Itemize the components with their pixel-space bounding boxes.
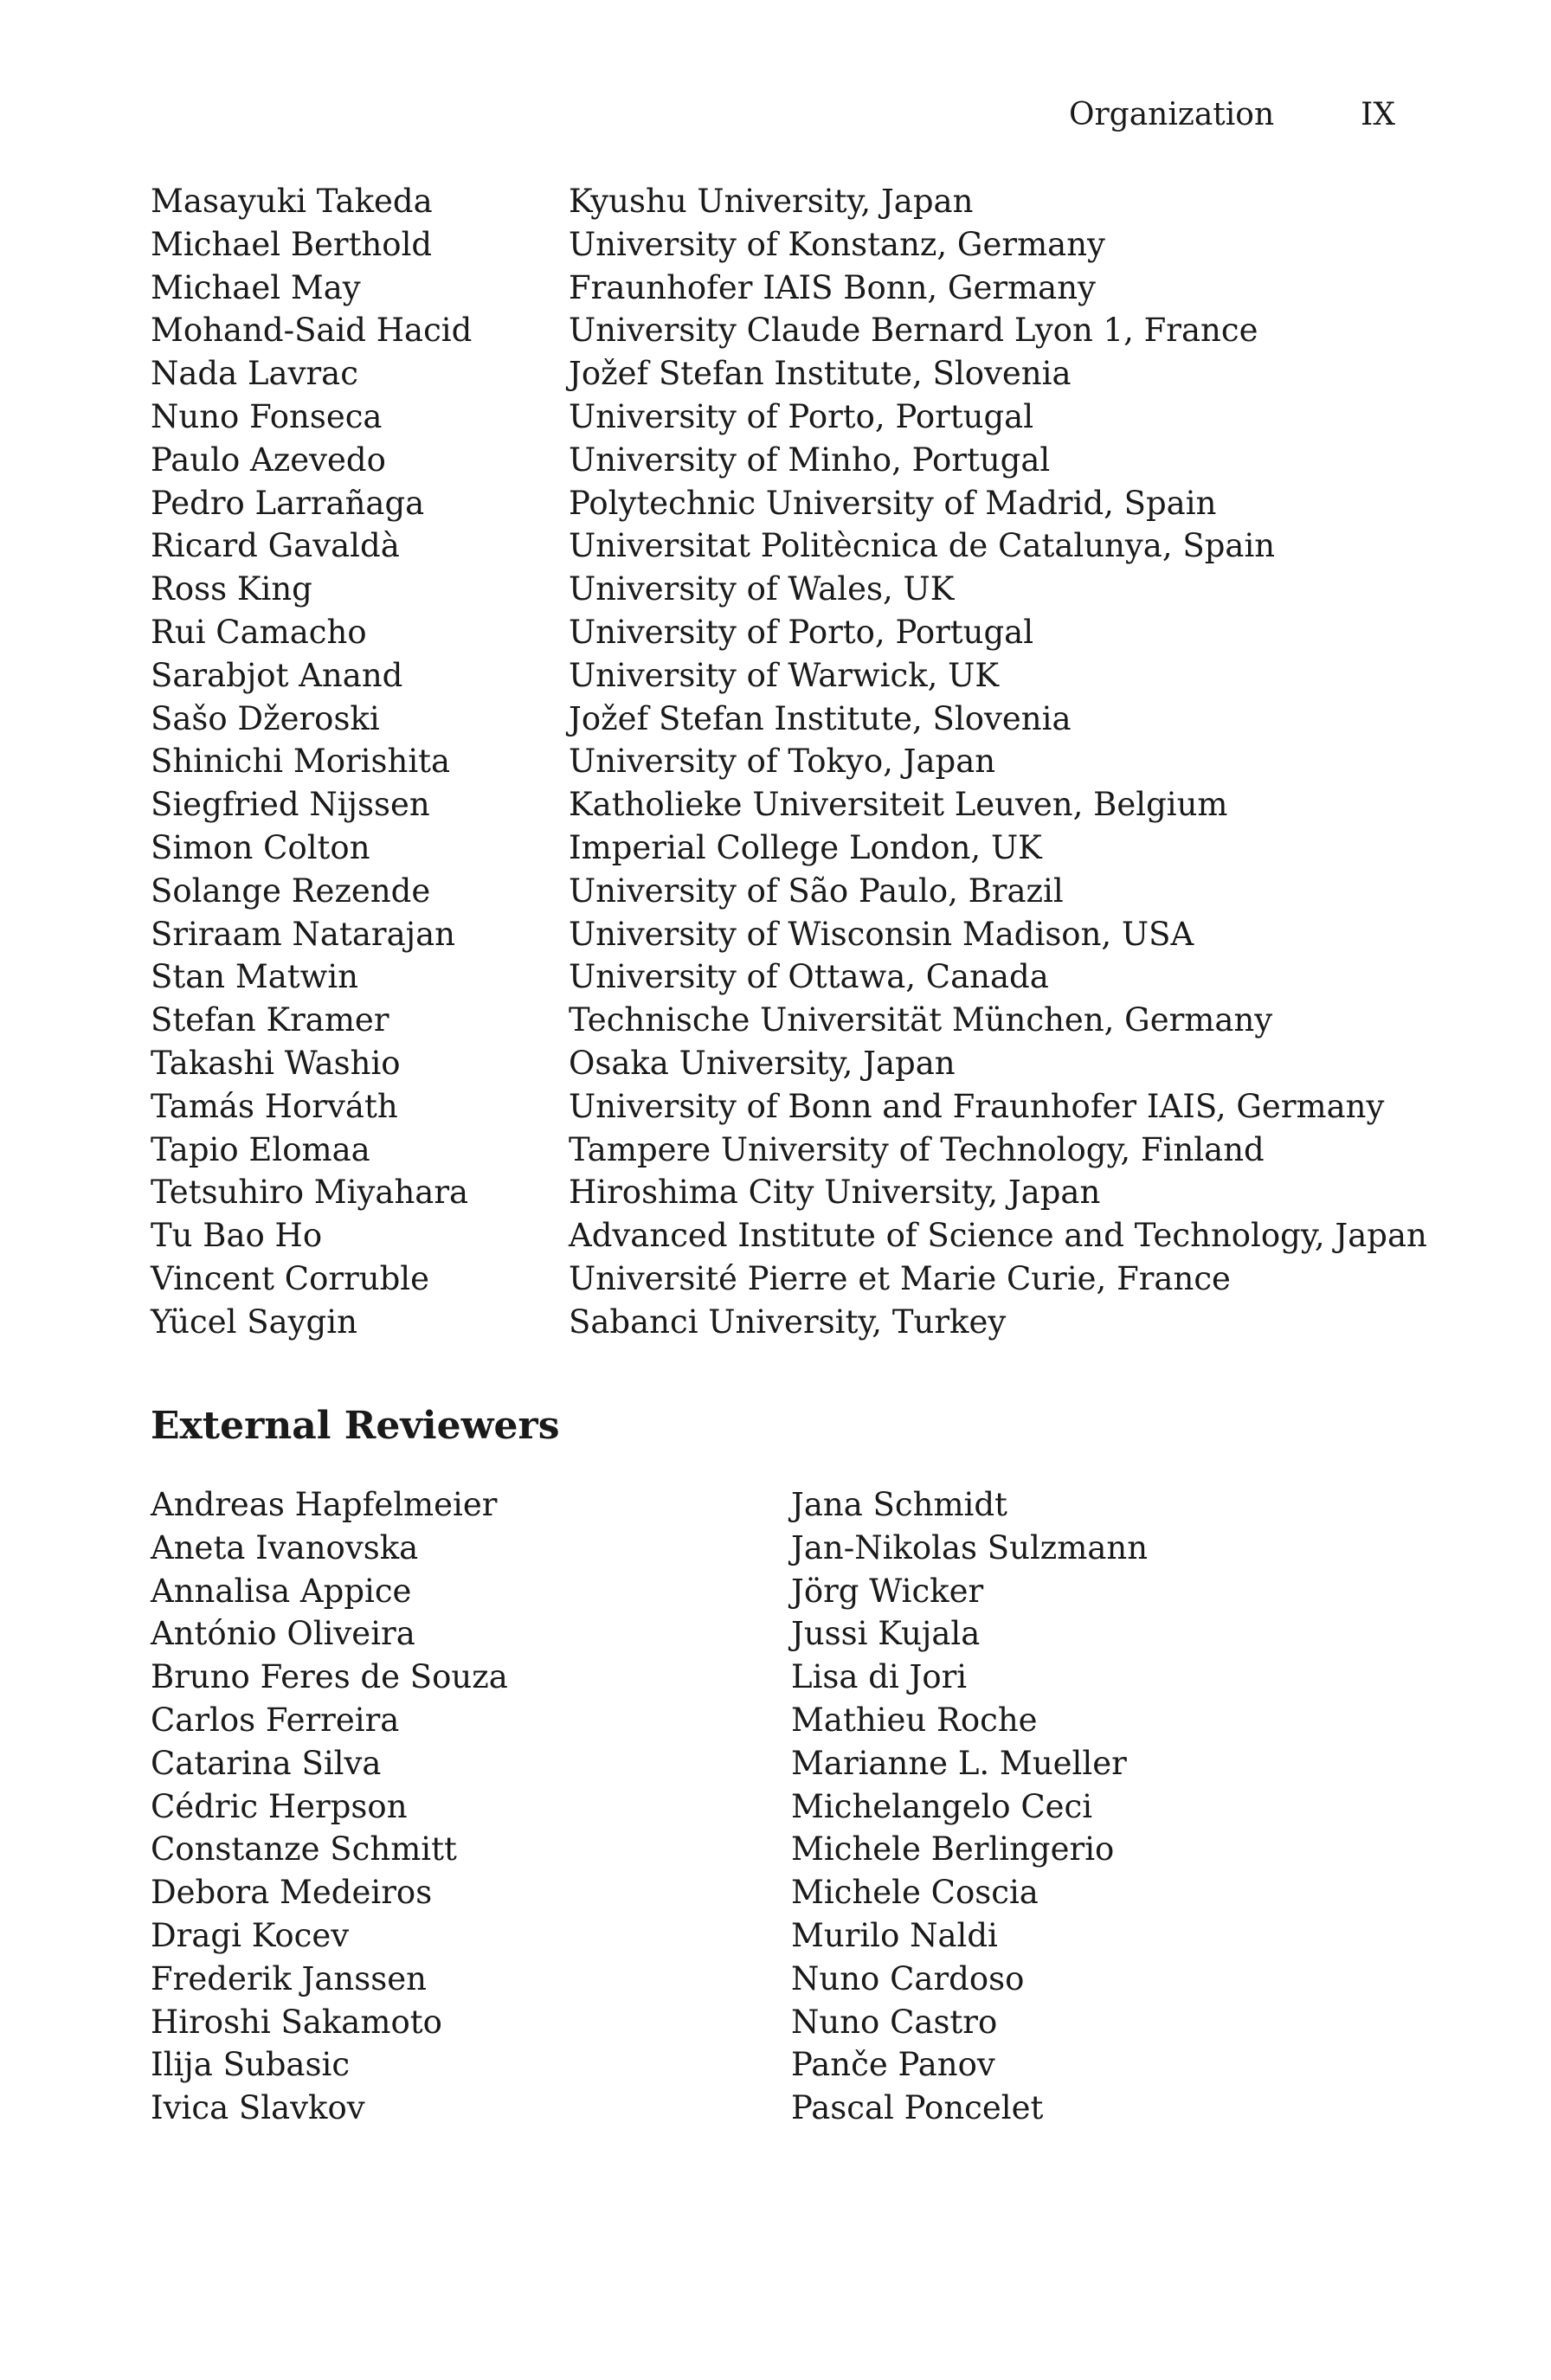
committee-row [151,740,1406,783]
page-number: IX [1361,97,1395,132]
committee-member-affiliation: University of Tokyo, Japan [569,743,996,781]
committee-member-affiliation: Polytechnic University of Madrid, Spain [569,484,1217,522]
committee-member-affiliation: Advanced Institute of Science and Technology, Japan [569,1217,1427,1255]
committee-member-name: Rui Camacho [151,613,367,651]
reviewer-name: António Oliveira [151,1615,415,1653]
committee-member-name: Siegfried Nijssen [151,786,430,824]
committee-row [151,654,1406,698]
reviewer-name: Bruno Feres de Souza [151,1658,508,1696]
committee-row [151,267,1406,310]
reviewer-name: Constanze Schmitt [151,1830,457,1869]
committee-member-affiliation: University of Konstanz, Germany [569,225,1105,263]
committee-member-name: Michael May [151,268,361,306]
committee-member-name: Solange Rezende [151,872,431,910]
reviewer-name: Cédric Herpson [151,1787,408,1825]
committee-member-affiliation: Katholieke Universiteit Leuven, Belgium [569,786,1228,824]
reviewer-name: Jana Schmidt [791,1486,1007,1523]
reviewer-name: Mathieu Roche [791,1701,1038,1739]
committee-member-name: Sašo Džeroski [151,699,380,737]
committee-member-name: Ross King [151,570,312,608]
reviewer-name: Ilija Subasic [151,2046,351,2084]
reviewer-name: Jörg Wicker [791,1572,984,1610]
committee-member-affiliation: University of Wales, UK [569,570,955,608]
reviewer-name: Lisa di Jori [791,1658,968,1696]
committee-row [151,913,1406,956]
committee-row [151,827,1406,870]
committee-member-name: Vincent Corruble [151,1259,430,1297]
committee-member-affiliation: Imperial College London, UK [569,828,1042,866]
committee-member-name: Stan Matwin [151,958,359,996]
committee-member-affiliation: Jožef Stefan Institute, Slovenia [569,355,1072,393]
committee-member-name: Takashi Washio [151,1044,401,1082]
committee-member-name: Simon Colton [151,828,370,866]
committee-row [151,524,1406,568]
reviewer-name: Annalisa Appice [151,1572,412,1610]
committee-member-affiliation: Sabanci University, Turkey [569,1303,1007,1341]
committee-member-name: Stefan Kramer [151,1001,389,1039]
reviewer-name: Ivica Slavkov [151,2089,365,2127]
committee-row [151,1301,1406,1344]
committee-member-affiliation: Kyushu University, Japan [569,183,974,220]
committee-member-name: Sarabjot Anand [151,656,403,694]
committee-member-name: Nuno Fonseca [151,397,383,435]
committee-row [151,1085,1406,1129]
committee-member-affiliation: University of Ottawa, Canada [569,958,1049,996]
committee-row [151,309,1406,352]
reviewer-name: Jussi Kujala [791,1615,981,1653]
committee-row [151,783,1406,827]
committee-member-affiliation: Technische Universität München, Germany [569,1001,1273,1039]
committee-member-name: Paulo Azevedo [151,441,386,479]
reviewer-name: Debora Medeiros [151,1874,433,1912]
committee-row [151,439,1406,482]
committee-member-affiliation: Universitat Politècnica de Catalunya, Spain [569,527,1276,565]
committee-row [151,1258,1406,1301]
reviewer-name: Carlos Ferreira [151,1701,400,1739]
committee-member-affiliation: University of Bonn and Fraunhofer IAIS, Germany [569,1087,1385,1125]
committee-row [151,870,1406,913]
reviewer-name: Michele Coscia [791,1874,1039,1912]
reviewer-name: Hiroshi Sakamoto [151,2003,442,2041]
committee-row [151,568,1406,611]
committee-row [151,1171,1406,1214]
reviewer-name: Aneta Ivanovska [151,1528,419,1566]
external-reviewers-list [151,1483,1276,2130]
committee-member-name: Mohand-Said Hacid [151,312,473,350]
committee-row [151,180,1406,223]
reviewers-column-right [791,1483,1276,2130]
committee-member-name: Ricard Gavaldà [151,527,400,565]
committee-member-name: Yücel Saygin [151,1303,357,1341]
running-head-section: Organization [1068,97,1275,132]
committee-member-name: Michael Berthold [151,225,433,263]
committee-member-affiliation: Université Pierre et Marie Curie, France [569,1259,1231,1297]
reviewer-name: Nuno Cardoso [791,1959,1025,1997]
program-committee-list [151,180,1427,1344]
reviewer-name: Marianne L. Mueller [791,1744,1127,1782]
committee-member-affiliation: Jožef Stefan Institute, Slovenia [569,699,1072,737]
committee-member-name: Shinichi Morishita [151,743,451,781]
committee-member-name: Masayuki Takeda [151,183,433,220]
committee-member-name: Tamás Horváth [151,1087,398,1125]
committee-row [151,698,1406,741]
committee-member-affiliation: University of Porto, Portugal [569,613,1034,651]
committee-row [151,396,1406,439]
committee-row [151,611,1406,654]
committee-row [151,999,1406,1042]
reviewer-name: Andreas Hapfelmeier [151,1486,498,1523]
reviewer-name: Jan-Nikolas Sulzmann [791,1528,1149,1566]
committee-row [151,223,1406,267]
running-head [1069,93,1395,137]
committee-member-affiliation: University of Minho, Portugal [569,441,1051,479]
reviewer-name: Pančе Panov [791,2046,995,2084]
committee-row [151,1129,1406,1172]
reviewer-name: Catarina Silva [151,1744,382,1782]
reviewers-column-left [151,1483,791,2130]
reviewer-name: Pascal Poncelet [791,2089,1044,2127]
committee-row [151,1042,1406,1085]
reviewer-name: Frederik Janssen [151,1959,427,1997]
committee-member-affiliation: Hiroshima City University, Japan [569,1174,1101,1212]
committee-member-name: Nada Lavrac [151,355,358,393]
reviewer-name: Michele Berlingerio [791,1830,1115,1869]
committee-member-affiliation: University Claude Bernard Lyon 1, France [569,312,1258,350]
committee-member-name: Tu Bao Ho [151,1217,323,1255]
committee-member-affiliation: University of Wisconsin Madison, USA [569,915,1194,953]
reviewer-name: Nuno Castro [791,2003,998,2041]
committee-row [151,352,1406,396]
committee-member-name: Tapio Elomaa [151,1130,370,1168]
committee-member-affiliation: Tampere University of Technology, Finland [569,1130,1265,1168]
committee-member-name: Tetsuhiro Miyahara [151,1174,469,1212]
committee-member-name: Sriraam Natarajan [151,915,455,953]
committee-member-name: Pedro Larrañaga [151,484,425,522]
committee-row [151,955,1406,999]
committee-member-affiliation: Fraunhofer IAIS Bonn, Germany [569,268,1096,306]
committee-member-affiliation: University of São Paulo, Brazil [569,872,1064,910]
reviewer-name: Dragi Kocev [151,1916,350,1954]
committee-row [151,482,1406,525]
committee-member-affiliation: University of Porto, Portugal [569,397,1034,435]
reviewer-name: Murilo Naldi [791,1916,998,1954]
reviewer-name: Michelangelo Ceci [791,1787,1093,1825]
committee-row [151,1214,1427,1258]
external-reviewers-heading: External Reviewers [151,1404,560,1448]
committee-member-affiliation: University of Warwick, UK [569,656,999,694]
committee-member-affiliation: Osaka University, Japan [569,1044,956,1082]
